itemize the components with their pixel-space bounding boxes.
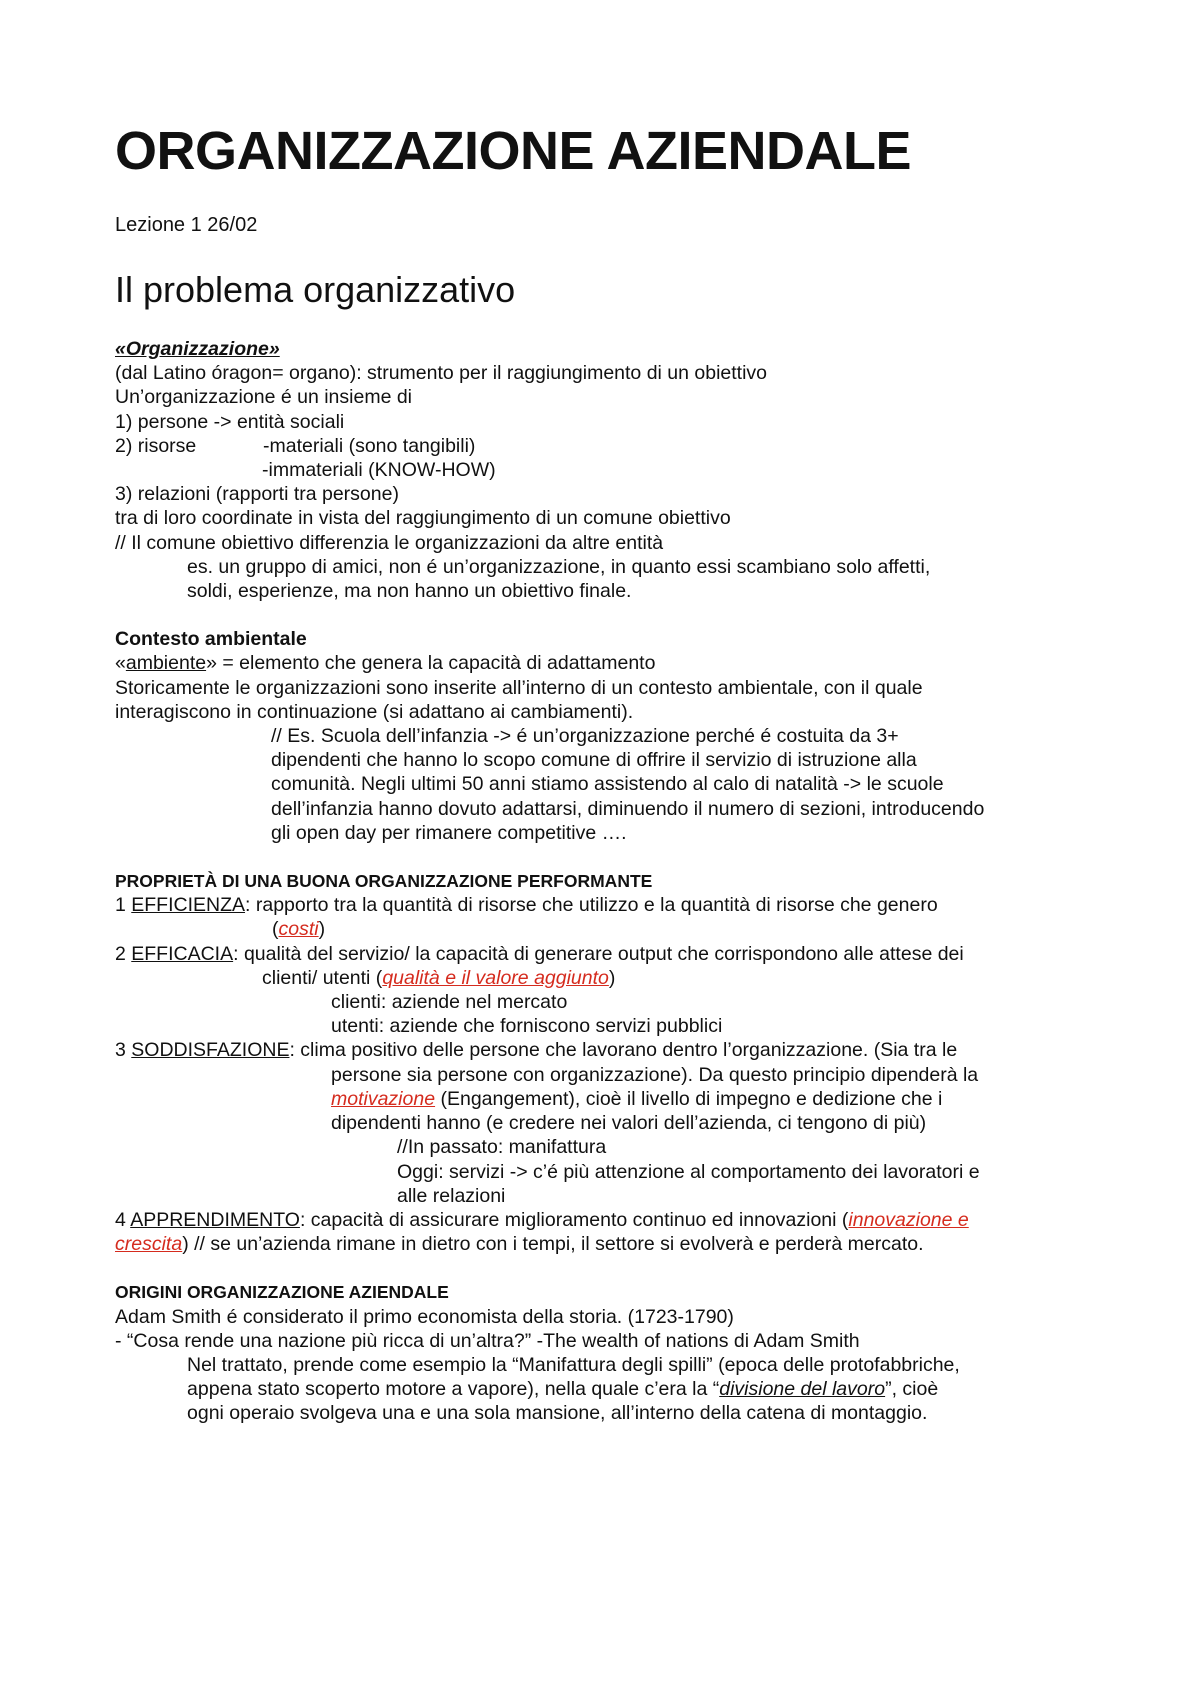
text-line: - “Cosa rende una nazione più ricca di un’altra?” -The wealth of nations di Adam Smith [115, 1329, 860, 1352]
text-line: tra di loro coordinate in vista del raggiungimento di un comune obiettivo [115, 507, 731, 530]
motivazione-highlight: motivazione [331, 1087, 436, 1110]
text-segment: « [115, 652, 126, 675]
section-title: Il problema organizzativo [115, 269, 516, 310]
text-line: // Es. Scuola dell’infanzia -> é un’organizzazione perché é costuita da 3+ [271, 725, 899, 748]
text-segment: ( [272, 918, 279, 941]
text-line: soldi, esperienze, ma non hanno un obiettivo finale. [187, 580, 632, 603]
text-line [115, 1208, 1125, 1232]
text-line [115, 942, 1125, 966]
text-segment: ) [318, 918, 326, 941]
text-line: // Il comune obiettivo differenzia le organizzazioni da altre entità [115, 531, 664, 554]
text-line: dipendenti hanno (e credere nei valori dell’azienda, ci tengono di più) [331, 1112, 927, 1135]
apprendimento-term: APPRENDIMENTO [130, 1208, 300, 1231]
text-line: utenti: aziende che forniscono servizi pubblici [331, 1015, 723, 1038]
text-line: 1) persone -> entità sociali [115, 410, 345, 433]
text-segment: ) [608, 966, 616, 989]
text-line [115, 917, 1125, 941]
text-segment: ”, cioè [885, 1378, 939, 1401]
spacer [115, 845, 1125, 869]
text-line: es. un gruppo di amici, non é un’organizzazione, in quanto essi scambiano solo affetti, [187, 555, 931, 578]
text-line: Storicamente le organizzazioni sono inserite all’interno di un contesto ambientale, con il quale [115, 676, 923, 699]
efficienza-term: EFFICIENZA [131, 894, 246, 917]
text-segment: 2 [115, 942, 132, 965]
text-segment: » = elemento che genera la capacità di adattamento [206, 652, 656, 675]
text-segment: : qualità del servizio/ la capacità di generare output che corrispondono alle attese dei [233, 942, 964, 965]
contesto-heading: Contesto ambientale [115, 628, 307, 651]
costi-highlight: costi [278, 918, 319, 941]
spacer [115, 1256, 1125, 1280]
origini-heading: ORIGINI ORGANIZZAZIONE AZIENDALE [115, 1282, 449, 1303]
text-line [115, 1377, 1125, 1401]
text-line [115, 651, 1125, 675]
lesson-label: Lezione 1 26/02 [115, 214, 258, 236]
crescita-highlight: crescita [115, 1233, 183, 1256]
spacer [115, 603, 1125, 627]
ambiente-term: ambiente [125, 652, 207, 675]
text-line [115, 893, 1125, 917]
text-line [115, 1038, 1125, 1062]
text-line: comunità. Negli ultimi 50 anni stiamo assistendo al calo di natalità -> le scuole [271, 773, 944, 796]
text-segment: : clima positivo delle persone che lavorano dentro l’organizzazione. (Sia tra le [289, 1039, 958, 1062]
text-line: 3) relazioni (rapporti tra persone) [115, 483, 399, 506]
text-segment: : rapporto tra la quantità di risorse che utilizzo e la quantità di risorse che genero [245, 894, 938, 917]
text-line: -immateriali (KNOW-HOW) [262, 459, 496, 482]
text-line [115, 966, 1125, 990]
text-line: (dal Latino óragon= organo): strumento per il raggiungimento di un obiettivo [115, 362, 768, 385]
text-line [115, 434, 1125, 458]
text-line: persone sia persone con organizzazione). Da questo principio dipenderà la [331, 1063, 979, 1086]
text-segment: 2) risorse [115, 434, 197, 457]
text-line: ogni operaio svolgeva una e una sola mansione, all’interno della catena di montaggio. [187, 1402, 928, 1425]
text-line: Adam Smith é considerato il primo economista della storia. (1723-1790) [115, 1305, 734, 1328]
text-line: alle relazioni [397, 1184, 506, 1207]
text-segment: 3 [115, 1039, 132, 1062]
efficacia-term: EFFICACIA [131, 942, 234, 965]
text-segment: (Engangement), cioè il livello di impegno e dedizione che i [435, 1087, 943, 1110]
soddisfazione-term: SODDISFAZIONE [131, 1039, 290, 1062]
document-title: ORGANIZZAZIONE AZIENDALE [115, 121, 911, 181]
qualita-highlight: qualità e il valore aggiunto [382, 966, 609, 989]
text-segment: 4 [115, 1208, 131, 1231]
text-line: clienti: aziende nel mercato [331, 991, 568, 1014]
divisione-lavoro-term: divisione del lavoro [719, 1378, 886, 1401]
text-line [115, 1232, 1125, 1256]
text-segment: appena stato scoperto motore a vapore), nella quale c’era la “ [187, 1378, 720, 1401]
organizzazione-heading: «Organizzazione» [115, 338, 280, 360]
text-line: //In passato: manifattura [397, 1136, 607, 1159]
text-line: Oggi: servizi -> c’é più attenzione al comportamento dei lavoratori e [397, 1160, 980, 1183]
text-line: Nel trattato, prende come esempio la “Manifattura degli spilli” (epoca delle protofabbriche, [187, 1353, 960, 1376]
innovazione-highlight: innovazione e [848, 1208, 969, 1231]
text-line: gli open day per rimanere competitive …. [271, 821, 627, 844]
text-segment: clienti/ utenti ( [262, 966, 383, 989]
text-line: dipendenti che hanno lo scopo comune di offrire il servizio di istruzione alla [271, 749, 917, 772]
proprieta-heading: PROPRIETÀ DI UNA BUONA ORGANIZZAZIONE PERFORMANTE [115, 871, 653, 892]
text-segment: -materiali (sono tangibili) [263, 434, 476, 457]
text-segment: : capacità di assicurare miglioramento continuo ed innovazioni ( [299, 1208, 849, 1231]
text-segment: 1 [115, 894, 132, 917]
text-line: dell’infanzia hanno dovuto adattarsi, diminuendo il numero di sezioni, introducendo [271, 797, 985, 820]
text-segment: ) // se un’azienda rimane in dietro con i tempi, il settore si evolverà e perderà mercato. [182, 1233, 924, 1256]
text-line: Un’organizzazione é un insieme di [115, 386, 413, 409]
document-body [115, 337, 1125, 1426]
text-line [115, 1087, 1125, 1111]
text-line: interagiscono in continuazione (si adattano ai cambiamenti). [115, 700, 634, 723]
